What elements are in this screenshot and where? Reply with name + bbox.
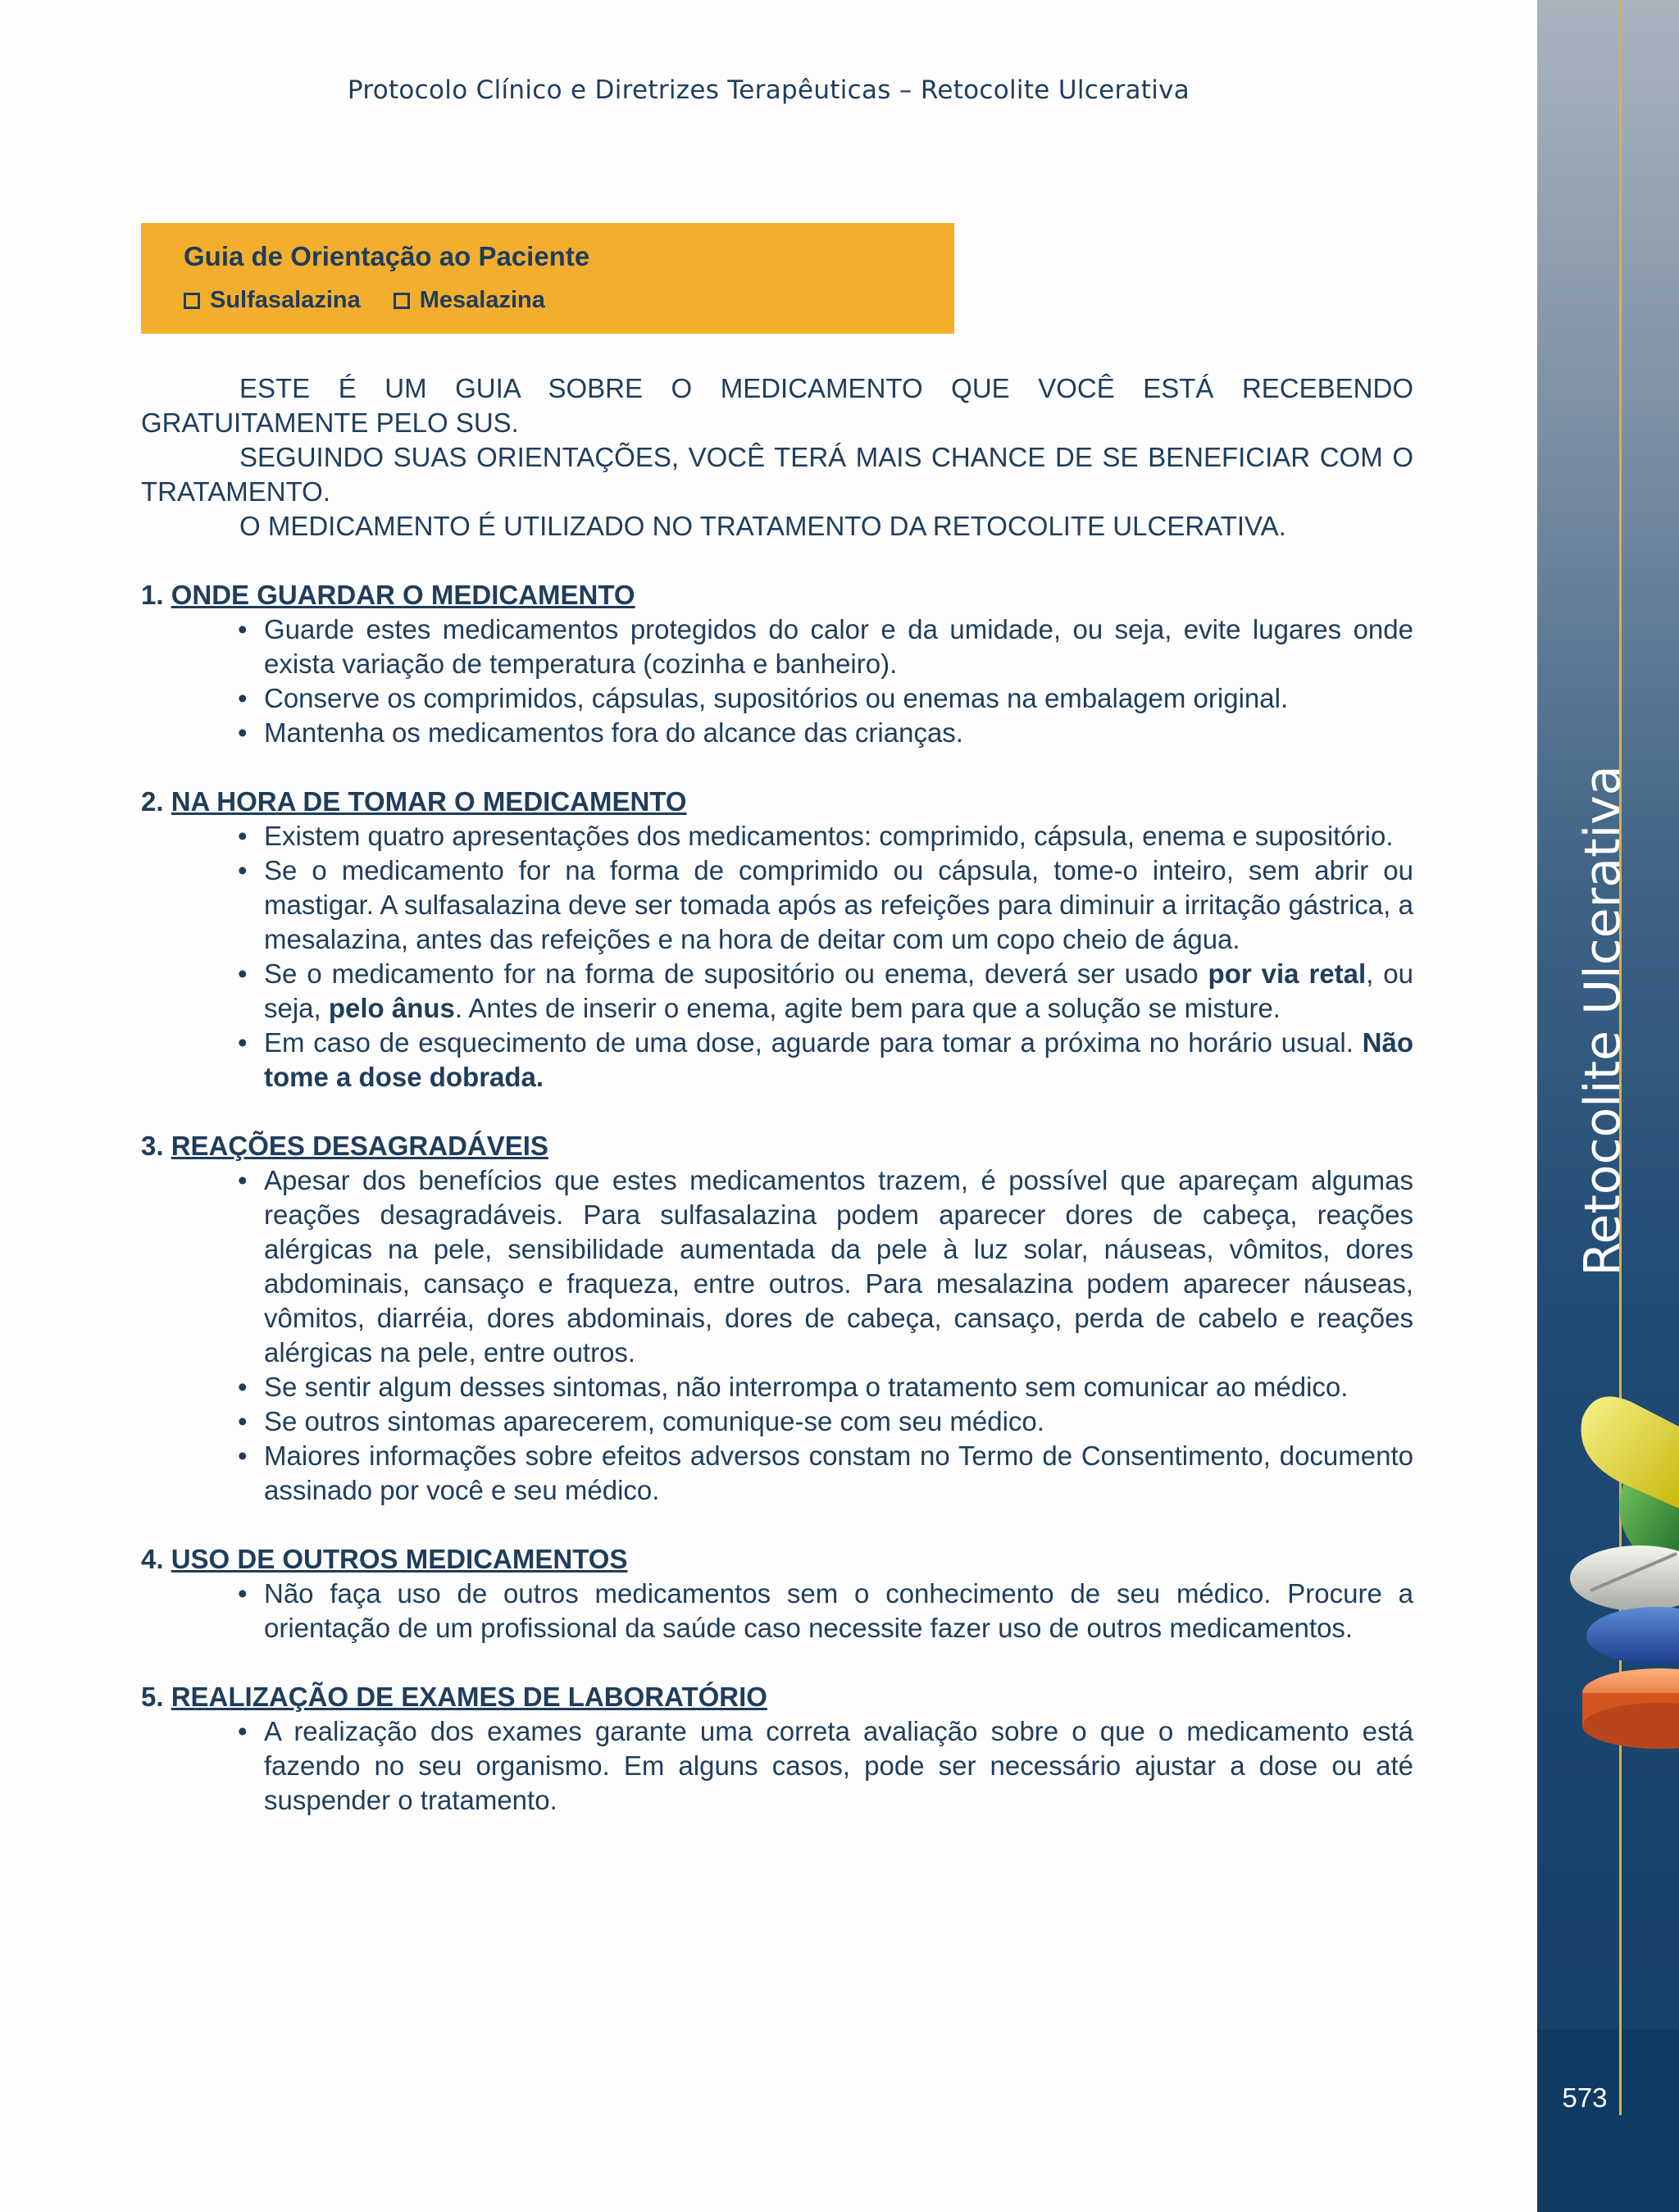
bold-text: Não tome a dose dobrada. <box>264 1027 1413 1092</box>
checkbox-sulfasalazina[interactable] <box>184 293 200 309</box>
list-item: • Guarde estes medicamentos protegidos do calor e da umidade, ou seja, evite lugares onde exista variação de temperatura (cozinha e banheiro). <box>141 612 1413 681</box>
section-number: 2. <box>141 786 164 817</box>
list-item: • Se o medicamento for na forma de comprimido ou cápsula, tome-o inteiro, sem abrir ou mastigar. A sulfasalazina deve ser tomada após as refeições para diminuir a irritação gástrica, a mesalazina, antes das refeições e na hora de deitar com um copo cheio de água. <box>141 853 1413 957</box>
section-heading: REAÇÕES DESAGRADÁVEIS <box>171 1131 548 1161</box>
tablet-white <box>1570 1545 1679 1611</box>
section-title <box>141 1680 1413 1714</box>
content <box>141 371 1413 1818</box>
section-5 <box>141 1680 1413 1818</box>
section-title <box>141 1129 1413 1163</box>
text-run: , ou seja, <box>264 958 1414 1023</box>
bold-text: por via retal <box>1208 958 1367 989</box>
section-title <box>141 578 1413 612</box>
tablet-blue <box>1586 1607 1679 1664</box>
list-item: • Mantenha os medicamentos fora do alcance das crianças. <box>141 716 1413 750</box>
running-header: Protocolo Clínico e Diretrizes Terapêuticas – Retocolite Ulcerativa <box>347 75 1190 105</box>
list-item: • Se outros sintomas aparecerem, comunique-se com seu médico. <box>141 1404 1413 1439</box>
section-number: 1. <box>141 580 164 610</box>
intro-paragraph: O MEDICAMENTO É UTILIZADO NO TRATAMENTO DA RETOCOLITE ULCERATIVA. <box>239 511 1286 541</box>
section-1 <box>141 578 1413 750</box>
bold-text: pelo ânus <box>328 993 455 1023</box>
section-3 <box>141 1129 1413 1508</box>
intro-paragraph: SEGUINDO SUAS ORIENTAÇÕES, VOCÊ TERÁ MAIS CHANCE DE SE BENEFICIAR COM O TRATAMENTO. <box>141 442 1413 507</box>
section-2 <box>141 785 1413 1095</box>
text-run: . Antes de inserir o enema, agite bem para que a solução se misture. <box>454 993 1281 1023</box>
section-heading: NA HORA DE TOMAR O MEDICAMENTO <box>171 786 687 817</box>
option-label: Sulfasalazina <box>210 287 361 313</box>
guide-options <box>184 287 545 314</box>
guide-title: Guia de Orientação ao Paciente <box>184 241 590 271</box>
section-number: 4. <box>141 1544 164 1574</box>
list-item: • Não faça uso de outros medicamentos sem o conhecimento de seu médico. Procure a orientação de um profissional da saúde caso necessite fazer uso de outros medicamentos. <box>141 1577 1413 1645</box>
checkbox-mesalazina[interactable] <box>394 293 410 309</box>
section-number: 5. <box>141 1682 164 1712</box>
intro-paragraph: ESTE É UM GUIA SOBRE O MEDICAMENTO QUE VOCÊ ESTÁ RECEBENDO GRATUITAMENTE PELO SUS. <box>141 373 1413 438</box>
option-label: Mesalazina <box>419 287 545 313</box>
list-item: • Conserve os comprimidos, cápsulas, supositórios ou enemas na embalagem original. <box>141 681 1413 716</box>
list-item: • Maiores informações sobre efeitos adversos constam no Termo de Consentimento, documento assinado por você e seu médico. <box>141 1439 1413 1508</box>
list-item <box>141 957 1413 1026</box>
section-heading: ONDE GUARDAR O MEDICAMENTO <box>171 580 635 610</box>
section-title <box>141 785 1413 819</box>
text-run: Em caso de esquecimento de uma dose, aguarde para tomar a próxima no horário usual. <box>264 1027 1363 1058</box>
list-item: • A realização dos exames garante uma correta avaliação sobre o que o medicamento está fazendo no seu organismo. Em alguns casos, pode ser necessário ajustar a dose ou até suspender o tratamento. <box>141 1714 1413 1818</box>
list-item: • Apesar dos benefícios que estes medicamentos trazem, é possível que apareçam algumas reações desagradáveis. Para sulfasalazina podem aparecer dores de cabeça, reações alérgicas na pele, sensibilidade aumentada da pele à luz solar, náuseas, vômitos, dores abdominais, cansaço e fraqueza, entre outros. Para mesalazina podem aparecer náuseas, vômitos, diarréia, dores abdominais, dores de cabeça, cansaço, perda de cabelo e reações alérgicas na pele, entre outros. <box>141 1163 1413 1370</box>
option-mesalazina[interactable] <box>394 287 545 314</box>
list-item <box>141 1026 1413 1095</box>
sidebar-title: Retocolite Ulcerativa <box>1574 765 1631 1277</box>
page-number-box <box>1537 2029 1679 2212</box>
guide-box <box>141 223 954 334</box>
section-title <box>141 1542 1413 1577</box>
pills-illustration <box>1533 1386 1679 1779</box>
section-number: 3. <box>141 1131 164 1161</box>
section-4 <box>141 1542 1413 1645</box>
section-heading: USO DE OUTROS MEDICAMENTOS <box>171 1544 628 1574</box>
text-run: Se o medicamento for na forma de supositório ou enema, deverá ser usado <box>264 958 1208 989</box>
option-sulfasalazina[interactable] <box>184 287 361 314</box>
list-item: • Se sentir algum desses sintomas, não interrompa o tratamento sem comunicar ao médico. <box>141 1370 1413 1404</box>
page-number: 573 <box>1562 2082 1608 2113</box>
section-heading: REALIZAÇÃO DE EXAMES DE LABORATÓRIO <box>171 1682 767 1712</box>
list-item: • Existem quatro apresentações dos medicamentos: comprimido, cápsula, enema e supositório. <box>141 819 1413 853</box>
